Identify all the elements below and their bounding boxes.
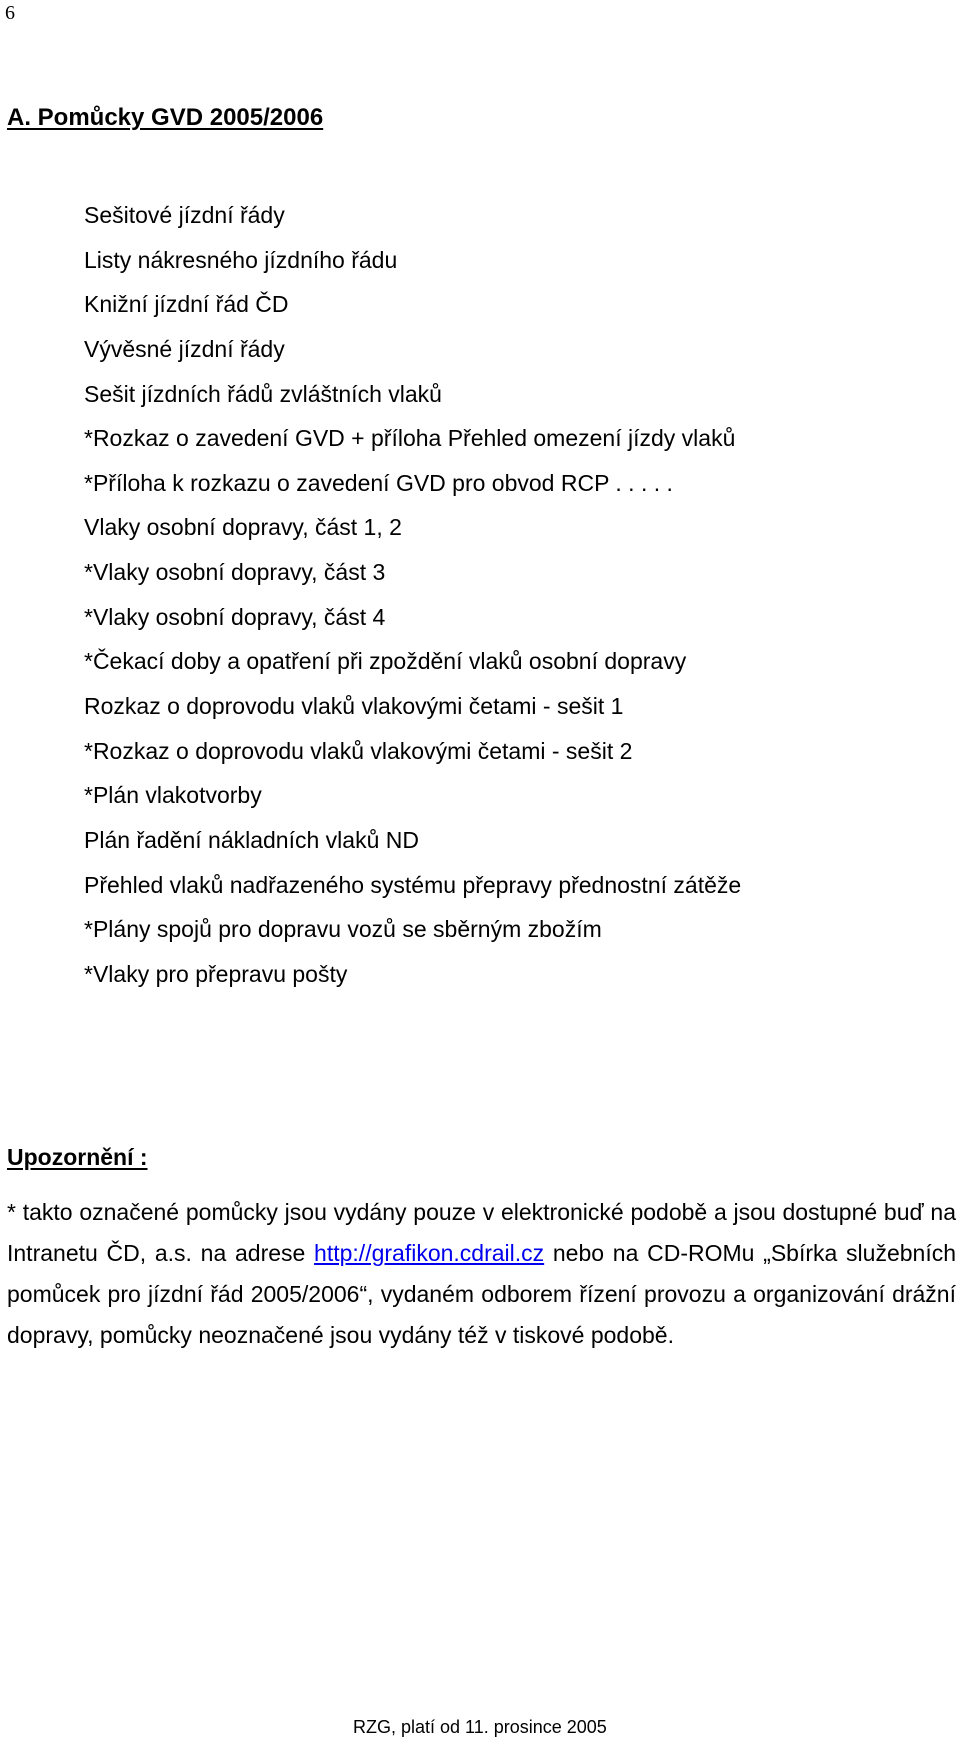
list-item: Vlaky osobní dopravy, část 1, 2 bbox=[84, 514, 402, 541]
list-item: *Rozkaz o doprovodu vlaků vlakovými četami - sešit 2 bbox=[84, 737, 633, 764]
notice-text-start: * takto označené pomůcky jsou vydány pouze v elektronické podobě a jsou dostupné buď na Intranetu ČD, a.s. na adrese bbox=[7, 1199, 956, 1266]
list-item: Knižní jízdní řád ČD bbox=[84, 291, 289, 318]
list-item: Sešitové jízdní řády bbox=[84, 202, 285, 228]
list-item: *Příloha k rozkazu o zavedení GVD pro obvod RCP . . . . . bbox=[84, 469, 673, 496]
page-footer: RZG, platí od 11. prosince 2005 bbox=[353, 1717, 607, 1737]
section-heading: A. Pomůcky GVD 2005/2006 bbox=[7, 104, 324, 131]
notice-text-end: nebo na CD-ROMu „Sbírka služebních pomůcek pro jízdní řád 2005/2006“, vydaném odborem řízení provozu a organizování drážní dopravy, pomůcky neoznačené jsou vydány též v tiskové podobě. bbox=[7, 1240, 956, 1348]
list-item: Vývěsné jízdní řády bbox=[84, 335, 285, 362]
list-item: Plán řadění nákladních vlaků ND bbox=[84, 826, 419, 853]
list-item: *Vlaky osobní dopravy, část 4 bbox=[84, 603, 386, 630]
list-item: Přehled vlaků nadřazeného systému přepravy přednostní zátěže bbox=[84, 871, 742, 898]
list-item: Sešit jízdních řádů zvláštních vlaků bbox=[84, 380, 442, 407]
list-item: *Plán vlakotvorby bbox=[84, 782, 262, 809]
page-number: 6 bbox=[5, 2, 15, 24]
list-item: Listy nákresného jízdního řádu bbox=[84, 246, 398, 273]
list-item: *Čekací doby a opatření při zpoždění vlaků osobní dopravy bbox=[84, 648, 687, 675]
aid-list bbox=[84, 201, 741, 1005]
intranet-link[interactable]: http://grafikon.cdrail.cz bbox=[314, 1240, 545, 1266]
list-item: *Vlaky pro přepravu pošty bbox=[84, 960, 348, 987]
list-item: *Vlaky osobní dopravy, část 3 bbox=[84, 559, 386, 586]
notice-heading: Upozornění : bbox=[7, 1144, 148, 1170]
list-item: *Plány spojů pro dopravu vozů se sběrným zbožím bbox=[84, 916, 602, 943]
list-item: Rozkaz o doprovodu vlaků vlakovými četami - sešit 1 bbox=[84, 693, 624, 720]
notice-paragraph bbox=[7, 1192, 956, 1356]
list-item: *Rozkaz o zavedení GVD + příloha Přehled omezení jízdy vlaků bbox=[84, 425, 736, 452]
